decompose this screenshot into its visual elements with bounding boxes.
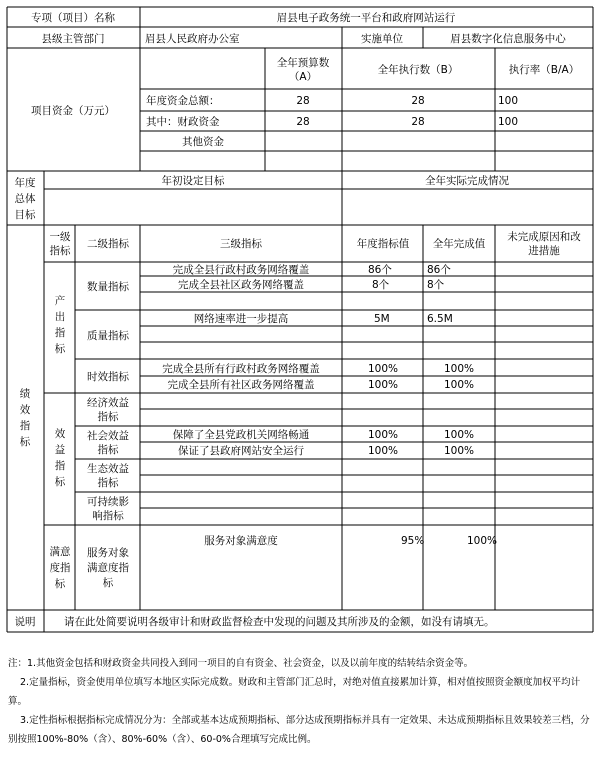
indicator-annual-value: 100% <box>367 429 399 441</box>
goals-actual-header: 全年实际完成情况 <box>425 175 509 187</box>
level2-eco-label: 生态效益 <box>87 463 129 475</box>
level1-benefit-label: 效 <box>54 428 66 440</box>
col-level2-header: 二级指标 <box>87 238 129 250</box>
perf-section-label: 效 <box>19 404 31 416</box>
indicator-done-value: 100% <box>443 445 475 457</box>
level1-satis-label: 度指 <box>49 562 71 574</box>
perf-section-label: 绩 <box>19 388 31 400</box>
indicator-name: 完成全县社区政务网络覆盖 <box>178 279 304 291</box>
project-name-label: 专项（项目）名称 <box>31 12 115 24</box>
indicator-annual-value: 86个 <box>368 264 392 276</box>
indicator-done-value: 100% <box>467 535 498 547</box>
perf-section-label: 标 <box>19 436 31 448</box>
funds-row-budget: 28 <box>296 116 310 128</box>
indicator-name: 完成全县行政村政务网络覆盖 <box>172 264 310 276</box>
indicator-name: 保障了全县党政机关网络畅通 <box>172 429 310 441</box>
indicator-name: 完成全县所有行政村政务网络覆盖 <box>162 363 320 375</box>
goals-label: 总体 <box>14 193 36 205</box>
explain-label: 说明 <box>14 616 36 628</box>
level1-output-label: 出 <box>54 311 66 323</box>
indicator-name: 网络速率进一步提高 <box>193 313 289 325</box>
col-done-header: 全年完成值 <box>432 238 486 250</box>
impl-label: 实施单位 <box>361 33 403 45</box>
footnote-1: 注：1.其他资金包括和财政资金共同投入到同一项目的自有资金、社会资金，以及以前年度的结转结余资金等。 <box>8 658 474 669</box>
funds-row-rate: 100 <box>498 116 519 128</box>
col-rate-header: 执行率（B/A） <box>508 64 580 76</box>
level2-econ-label: 指标 <box>97 411 119 423</box>
goals-label: 年度 <box>14 177 36 189</box>
level2-eco-label: 指标 <box>97 477 119 489</box>
level1-output-label: 产 <box>54 295 66 307</box>
level2-satis-label: 标 <box>102 577 114 589</box>
level1-satis-label: 满意 <box>49 546 71 558</box>
footnotes <box>8 654 594 749</box>
level1-benefit-label: 指 <box>54 460 66 472</box>
col-level1-header: 一级 <box>49 231 71 243</box>
impl-value: 眉县数字化信息服务中心 <box>450 33 566 45</box>
funds-row-label: 年度资金总额： <box>146 95 220 107</box>
level1-output-label: 指 <box>54 327 66 339</box>
indicator-annual-value: 100% <box>367 379 399 391</box>
funds-row-budget: 28 <box>296 95 310 107</box>
col-level1-header: 指标 <box>49 245 71 257</box>
funds-row-rate: 100 <box>498 95 519 107</box>
goals-initial-header: 年初设定目标 <box>161 175 225 187</box>
indicator-annual-value: 5M <box>374 313 390 325</box>
indicator-name: 保证了县政府网站安全运行 <box>178 445 304 457</box>
indicator-annual-value: 95% <box>401 535 425 547</box>
level1-satis-label: 标 <box>54 578 66 590</box>
indicator-annual-value: 100% <box>367 363 399 375</box>
level2-time-label: 时效指标 <box>87 371 129 383</box>
explain-text: 请在此处简要说明各级审计和财政监督检查中发现的问题及其所涉及的金额，如没有请填无。 <box>64 616 495 628</box>
level1-benefit-label: 标 <box>54 476 66 488</box>
funds-row-exec: 28 <box>411 116 425 128</box>
dept-label: 县级主管部门 <box>41 33 105 45</box>
level2-sust-label: 响指标 <box>92 510 124 522</box>
indicator-done-value: 100% <box>443 429 475 441</box>
col-annual-header: 年度指标值 <box>356 238 410 250</box>
col-reason-header: 未完成原因和改 <box>507 231 581 243</box>
indicator-done-value: 6.5M <box>427 313 453 325</box>
col-level3-header: 三级指标 <box>220 238 262 250</box>
indicator-done-value: 86个 <box>427 264 451 276</box>
level2-satis-label: 服务对象 <box>87 547 129 559</box>
funds-row-label: 其中：财政资金 <box>146 116 220 128</box>
dept-value: 眉县人民政府办公室 <box>145 33 240 45</box>
indicator-done-value: 100% <box>443 363 475 375</box>
level2-social-label: 社会效益 <box>87 430 129 442</box>
goals-label: 目标 <box>14 209 36 221</box>
col-budget-header: 全年预算数 <box>276 57 330 69</box>
project-name: 眉县电子政务统一平台和政府网站运行 <box>276 12 456 24</box>
level2-social-label: 指标 <box>97 444 119 456</box>
level2-quality-label: 质量指标 <box>87 330 129 342</box>
col-reason-header: 进措施 <box>528 245 560 257</box>
indicator-done-value: 100% <box>443 379 475 391</box>
level2-sust-label: 可持续影 <box>87 496 129 508</box>
col-budget-header-sub: （A） <box>288 71 318 83</box>
funds-row-label: 其他资金 <box>182 136 224 148</box>
indicator-annual-value: 100% <box>367 445 399 457</box>
perf-section-label: 指 <box>19 420 31 432</box>
level2-satis-label: 满意度指 <box>87 562 129 574</box>
indicator-annual-value: 8个 <box>372 279 390 291</box>
funds-section-label: 项目资金（万元） <box>31 105 115 117</box>
footnote-2: 2.定量指标，资金使用单位填写本地区实际完成数。财政和主管部门汇总时，对绝对值直接累加计算，相对值按照资金额度加权平均计算。 <box>8 677 581 707</box>
level2-econ-label: 经济效益 <box>87 397 129 409</box>
level2-quantity-label: 数量指标 <box>87 281 129 293</box>
funds-row-exec: 28 <box>411 95 425 107</box>
indicator-done-value: 8个 <box>427 279 445 291</box>
indicator-name: 服务对象满意度 <box>204 535 278 547</box>
footnote-3: 3.定性指标根据指标完成情况分为：全部或基本达成预期指标、部分达成预期指标并具有一定效果、未达成预期指标且效果较差三档，分别按照100%-80%（含）、80%-60%（含）、60-0%合理填写完成比例。 <box>8 715 590 745</box>
level1-output-label: 标 <box>54 343 66 355</box>
level1-benefit-label: 益 <box>54 444 66 456</box>
indicator-name: 完成全县所有社区政务网络覆盖 <box>167 379 315 391</box>
col-exec-header: 全年执行数（B） <box>377 64 459 76</box>
